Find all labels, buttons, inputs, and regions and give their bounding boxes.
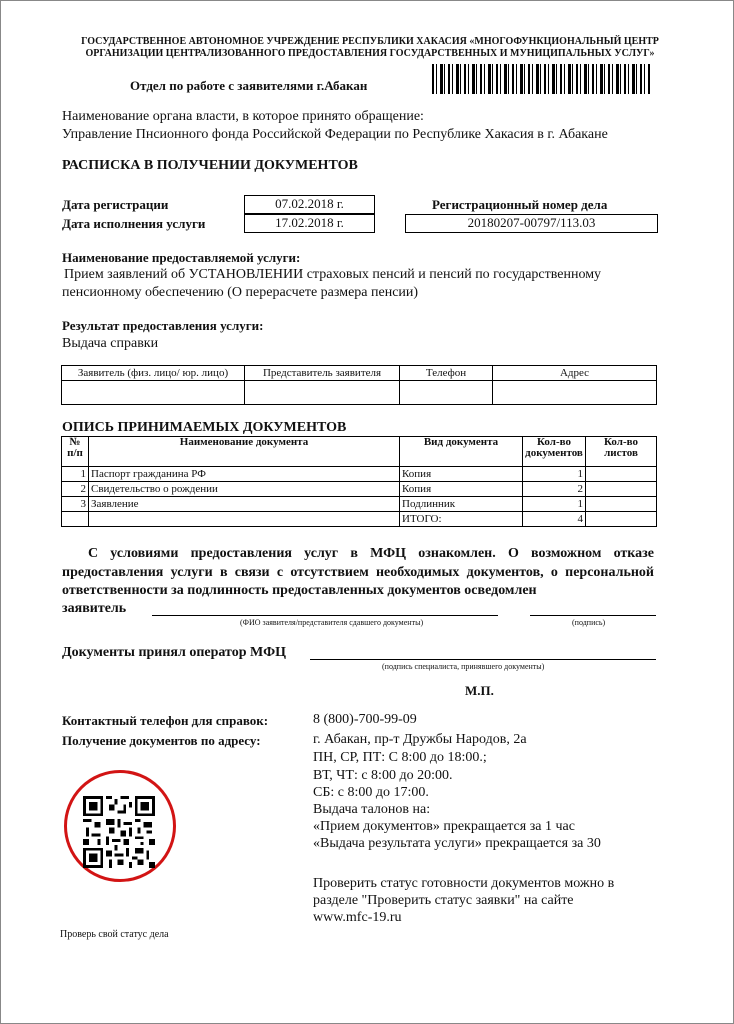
row-doc-count: 2: [523, 482, 586, 497]
address-line: ПН, СР, ПТ: С 8:00 до 18:00.;: [313, 750, 487, 765]
reg-date-value: 07.02.2018 г.: [244, 195, 375, 214]
address-line: «Выдача результата услуги» прекращается за 30: [313, 836, 601, 851]
table-row: [62, 482, 657, 497]
row-doc-name: Заявление: [89, 497, 400, 512]
row-doc-type: Копия: [400, 482, 523, 497]
case-number-value: 20180207-00797/113.03: [405, 214, 658, 233]
representative-cell: [245, 381, 400, 405]
total-empty-1: [62, 512, 89, 527]
terms-line-2: предоставления услуги в связи с отсутствием необходимых документов, о персональной: [62, 565, 654, 580]
case-number-label: Регистрационный номер дела: [432, 197, 608, 212]
address-line: г. Абакан, пр-т Дружбы Народов, 2а: [313, 732, 527, 747]
result-value: Выдача справки: [62, 336, 159, 351]
row-num: 1: [62, 467, 89, 482]
status-line: Проверить статус готовности документов можно в: [313, 876, 615, 891]
total-row: [62, 512, 657, 527]
status-line: www.mfc-19.ru: [313, 910, 402, 925]
authority-value: Управление Пнсионного фонда Российской Федерации по Республике Хакасия в г. Абакане: [62, 127, 608, 142]
stamp-label: М.П.: [465, 683, 494, 698]
receipt-title: РАСПИСКА В ПОЛУЧЕНИИ ДОКУМЕНТОВ: [62, 158, 358, 173]
applicant-cell: [62, 381, 245, 405]
table-row: [62, 467, 657, 482]
doc-name-header: Наименование документа: [89, 437, 400, 467]
address-header: Адрес: [493, 366, 657, 381]
table-row: [62, 497, 657, 512]
exec-date-value: 17.02.2018 г.: [244, 214, 375, 233]
reg-date-label: Дата регистрации: [62, 197, 169, 212]
total-value: 4: [523, 512, 586, 527]
operator-signature-line: [310, 659, 656, 660]
status-line: разделе "Проверить статус заявки" на сайте: [313, 893, 574, 908]
num-header: № п/п: [62, 437, 89, 467]
applicant-signature-hint: (подпись): [572, 618, 606, 627]
service-line-1: Прием заявлений об УСТАНОВЛЕНИИ страховых пенсий и пенсий по государственному: [64, 267, 602, 282]
address-line: Выдача талонов на:: [313, 802, 431, 817]
department-name: Отдел по работе с заявителями г.Абакан: [130, 78, 368, 93]
applicant-table: [61, 365, 657, 405]
row-doc-name: Свидетельство о рождении: [89, 482, 400, 497]
row-sheet-count: [586, 467, 657, 482]
qr-code-icon[interactable]: [83, 796, 155, 868]
terms-line-1: С условиями предоставления услуг в МФЦ ознакомлен. О возможном отказе: [88, 546, 654, 561]
address-line: ВТ, ЧТ: с 8:00 до 20:00.: [313, 768, 453, 783]
operator-hint: (подпись специалиста, принявшего документы): [382, 662, 545, 671]
qr-caption: Проверь свой статус дела: [60, 929, 169, 940]
phone-value: 8 (800)-700-99-09: [313, 712, 417, 727]
applicant-name-line: [152, 615, 498, 616]
total-empty-3: [586, 512, 657, 527]
address-label: Получение документов по адресу:: [62, 733, 261, 748]
phone-label: Контактный телефон для справок:: [62, 713, 269, 728]
exec-date-label: Дата исполнения услуги: [62, 216, 206, 231]
row-doc-name: Паспорт гражданина РФ: [89, 467, 400, 482]
total-empty-2: [89, 512, 400, 527]
row-sheet-count: [586, 497, 657, 512]
representative-header: Представитель заявителя: [245, 366, 400, 381]
row-num: 2: [62, 482, 89, 497]
row-doc-count: 1: [523, 497, 586, 512]
barcode-icon: [432, 64, 650, 94]
row-doc-type: Подлинник: [400, 497, 523, 512]
phone-cell: [400, 381, 493, 405]
authority-label: Наименование органа власти, в которое принято обращение:: [62, 109, 424, 124]
service-line-2: пенсионному обеспечению (О перерасчете размера пенсии): [62, 285, 419, 300]
address-cell: [493, 381, 657, 405]
service-label: Наименование предоставляемой услуги:: [62, 250, 301, 265]
org-name-line-2: ОРГАНИЗАЦИИ ЦЕНТРАЛИЗОВАННОГО ПРЕДОСТАВЛЕНИЯ ГОСУДАРСТВЕННЫХ И МУНИЦИПАЛЬНЫХ УСЛУГ»: [85, 48, 655, 59]
applicant-signature-line: [530, 615, 656, 616]
row-sheet-count: [586, 482, 657, 497]
applicant-name-hint: (ФИО заявителя/представителя сдавшего документы): [240, 618, 424, 627]
terms-line-3: ответственности за подлинность предоставленных документов осведомлен: [62, 583, 537, 598]
address-line: «Прием документов» прекращается за 1 час: [313, 819, 575, 834]
result-label: Результат предоставления услуги:: [62, 318, 264, 333]
doc-type-header: Вид документа: [400, 437, 523, 467]
address-line: СБ: с 8:00 до 17:00.: [313, 785, 429, 800]
applicant-header: Заявитель (физ. лицо/ юр. лицо): [62, 366, 245, 381]
org-name-line-1: ГОСУДАРСТВЕННОЕ АВТОНОМНОЕ УЧРЕЖДЕНИЕ РЕСПУБЛИКИ ХАКАСИЯ «МНОГОФУНКЦИОНАЛЬНЫЙ ЦЕНТР: [81, 36, 659, 47]
phone-header: Телефон: [400, 366, 493, 381]
applicant-signature-label: заявитель: [62, 601, 127, 616]
inventory-title: ОПИСЬ ПРИНИМАЕМЫХ ДОКУМЕНТОВ: [62, 420, 347, 435]
sheet-count-header: Кол-во листов: [586, 437, 657, 467]
total-label: ИТОГО:: [400, 512, 523, 527]
operator-label: Документы принял оператор МФЦ: [62, 645, 286, 660]
doc-count-header: Кол-во документов: [523, 437, 586, 467]
row-doc-type: Копия: [400, 467, 523, 482]
row-doc-count: 1: [523, 467, 586, 482]
inventory-table: [61, 436, 657, 527]
row-num: 3: [62, 497, 89, 512]
